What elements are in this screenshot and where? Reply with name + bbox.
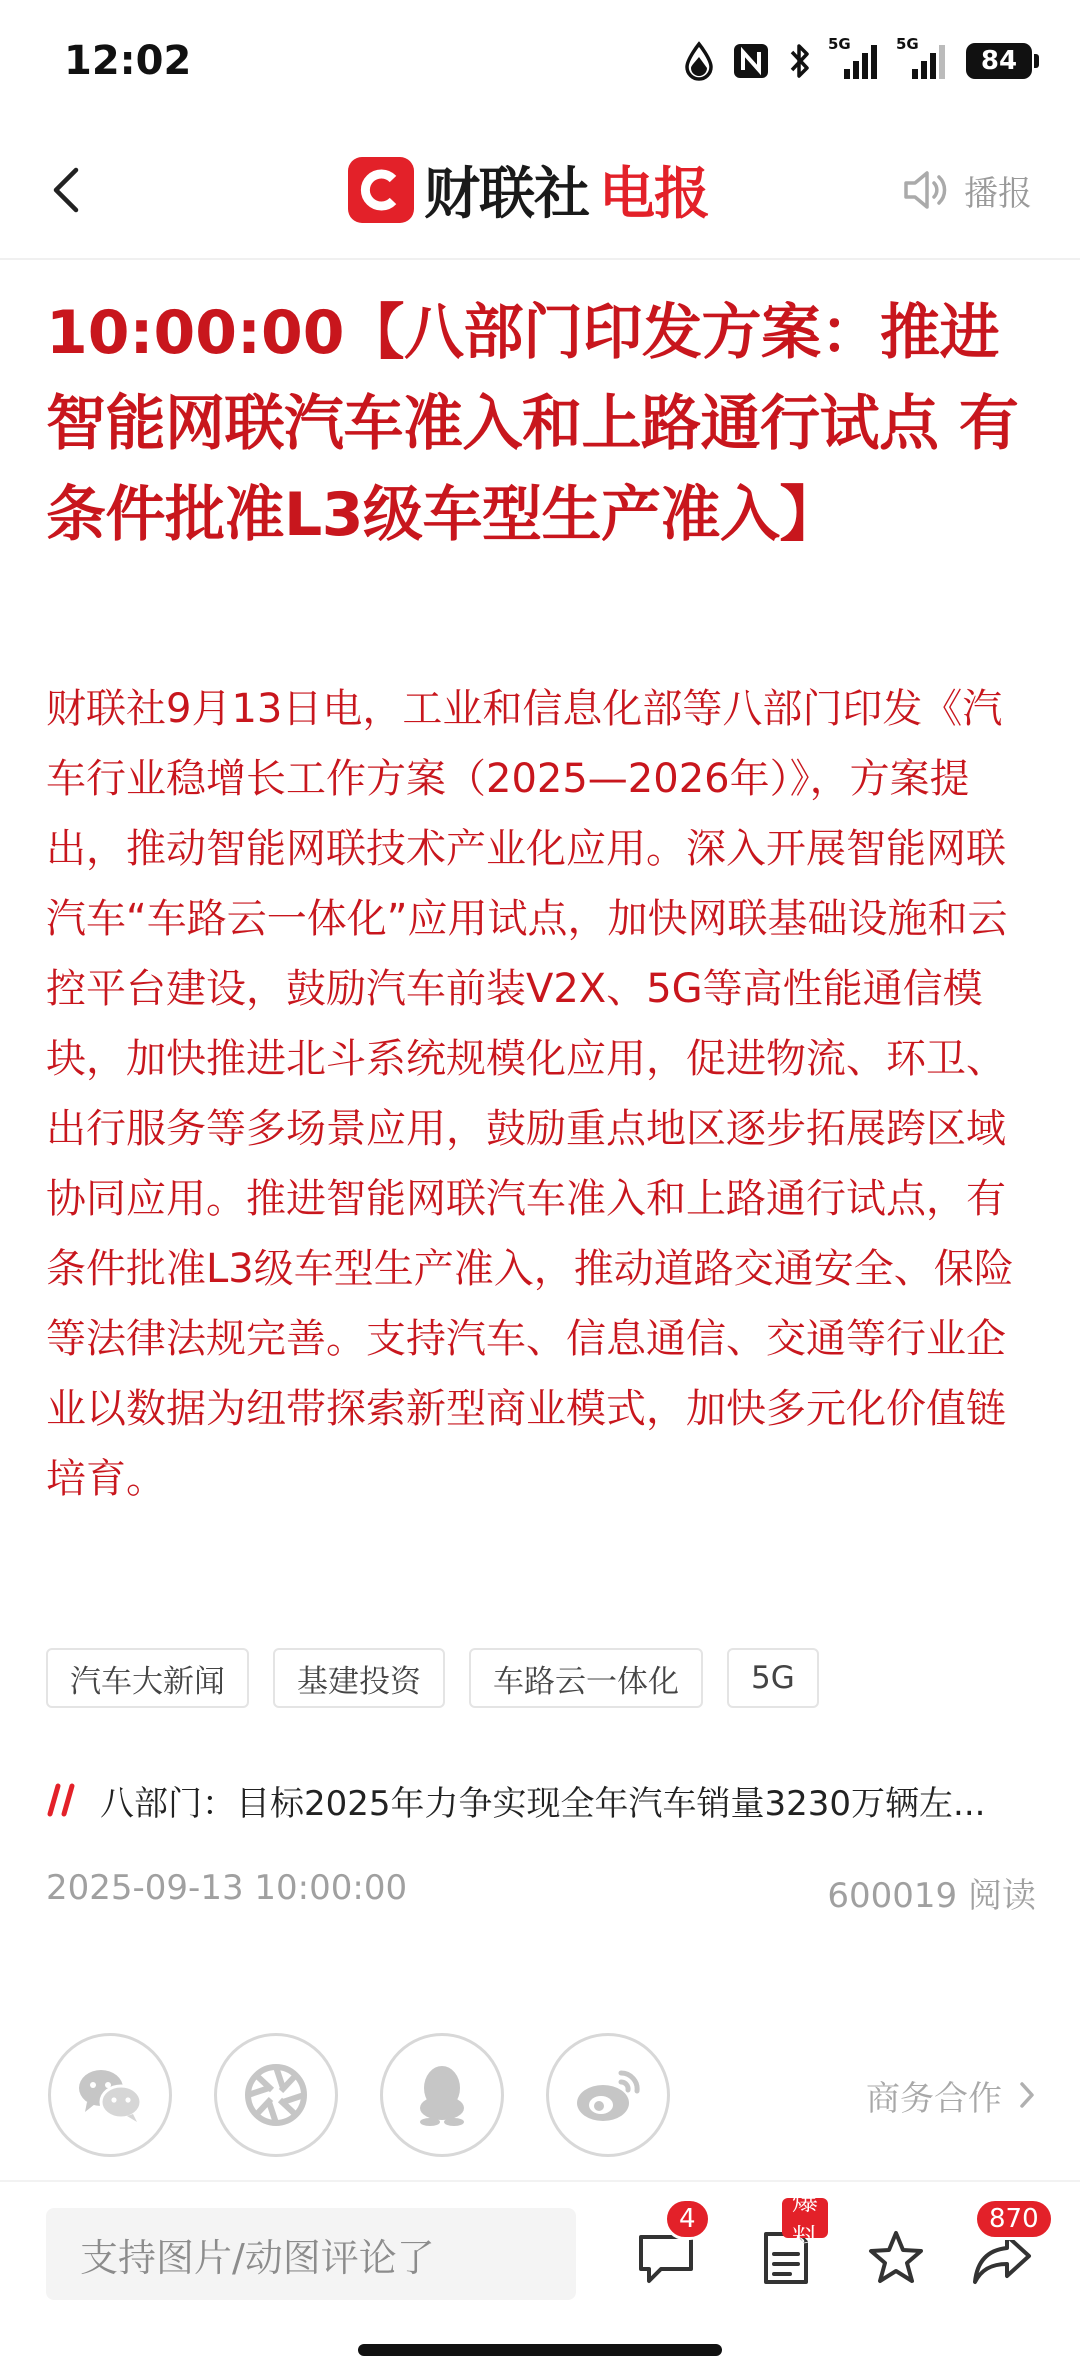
brand-name: 财联社 — [424, 162, 589, 227]
read-count: 600019 阅读 — [827, 1876, 1036, 1916]
bluetooth-icon — [788, 41, 812, 81]
signal-icon — [896, 35, 948, 81]
status-time: 12:02 — [64, 38, 192, 84]
wechat-icon — [75, 2064, 145, 2126]
brand-logo — [348, 146, 709, 234]
article-body: 财联社9月13日电，工业和信息化部等八部门印发《汽车行业稳增长工作方案（2025—2026年）》，方案提出，推动智能网联技术产业化应用。深入开展智能网联汽车“车路云一体化”应用试点，加快网联基础设施和云控平台建设，鼓励汽车前装V2X、5G等高性能通信模块，加快推进北斗系统规模化应用，促进物流、环卫、出行服务等多场景应用，鼓励重点地区逐步拓展跨区域协同应用。推进智能网联汽车准入和上路通行试点，有条件批准L3级车型生产准入，推动道路交通安全、保险等法律法规完善。支持汽车、信息通信、交通等行业企业以数据为纽带探索新型商业模式，加快多元化价值链培育。 — [46, 686, 1014, 1502]
business-cooperation-link[interactable] — [866, 2071, 1038, 2120]
article-headline — [46, 288, 1036, 561]
water-drop-icon — [684, 41, 714, 81]
broadcast-button[interactable] — [902, 162, 1032, 218]
brand-accent: 电报 — [599, 162, 709, 227]
favorite-button[interactable] — [860, 2222, 932, 2294]
comments-button[interactable] — [630, 2204, 702, 2294]
headline-text: 【八部门印发方案：推进智能网联汽车准入和上路通行试点 有条件批准L3级车型生产准入】 — [46, 298, 1019, 550]
sim2-label: 5G — [896, 35, 919, 53]
report-badge: 爆料 — [782, 2198, 828, 2238]
broadcast-label: 播报 — [964, 173, 1032, 214]
related-article-title: 八部门：目标2025年力争实现全年汽车销量3230万辆左... — [100, 1783, 986, 1824]
bottom-action-bar — [0, 2180, 1080, 2376]
article-meta — [46, 1868, 1036, 1917]
status-icons — [684, 35, 1032, 84]
speaker-icon — [902, 168, 950, 212]
share-row — [48, 2032, 1038, 2158]
signal-icon — [828, 35, 880, 81]
tag-list — [46, 1648, 819, 1708]
status-bar — [0, 0, 1080, 120]
share-weibo-button[interactable] — [546, 2033, 670, 2157]
share-moments-button[interactable] — [214, 2033, 338, 2157]
sim1-label: 5G — [828, 35, 851, 53]
tag-item[interactable]: 基建投资 — [273, 1648, 445, 1708]
share-button[interactable] — [966, 2204, 1039, 2294]
business-label: 商务合作 — [866, 2078, 1002, 2119]
share-qq-button[interactable] — [380, 2033, 504, 2157]
moments-icon — [243, 2062, 309, 2128]
comment-count-badge: 4 — [664, 2198, 711, 2240]
tag-item[interactable]: 汽车大新闻 — [46, 1648, 249, 1708]
back-button[interactable] — [38, 160, 98, 220]
share-count-badge: 870 — [974, 2198, 1054, 2240]
related-article[interactable] — [46, 1770, 1036, 1830]
headline-time: 10:00:00 — [46, 298, 345, 368]
nfc-icon — [732, 42, 770, 80]
tag-item[interactable]: 车路云一体化 — [469, 1648, 703, 1708]
battery-icon: 84 — [966, 43, 1032, 79]
weibo-icon — [573, 2065, 643, 2125]
cls-logo-icon — [348, 157, 414, 223]
star-icon — [866, 2229, 926, 2287]
comment-placeholder: 支持图片/动图评论了 — [80, 2235, 435, 2280]
report-button[interactable] — [750, 2187, 822, 2294]
chevron-left-icon — [38, 160, 98, 220]
home-indicator[interactable] — [358, 2344, 722, 2356]
qq-icon — [414, 2062, 470, 2128]
app-header — [0, 120, 1080, 260]
publish-datetime: 2025-09-13 10:00:00 — [46, 1868, 408, 1908]
double-slash-icon — [46, 1782, 82, 1818]
chevron-right-icon — [1016, 2078, 1038, 2112]
tag-item[interactable]: 5G — [727, 1648, 819, 1708]
share-wechat-button[interactable] — [48, 2033, 172, 2157]
comment-input[interactable] — [46, 2208, 576, 2300]
